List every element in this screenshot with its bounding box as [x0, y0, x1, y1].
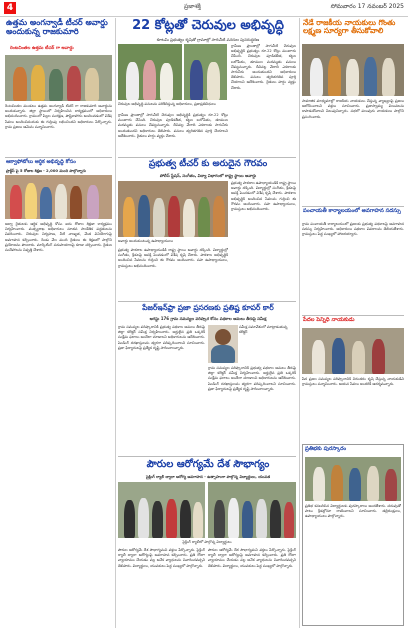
- center-body-4a: పౌరుల ఆరోగ్యమే దేశ సౌభాగ్యమని వక్తలు పేర్కొన్నారు. సైక్లింగ్ ర్యాలీ ద్వారా ఆరోగ్యంపై అవగాహన కల్పించారు. ప్రతి రోజూ వ్యాయామం చేయడం వల్ల అనేక వ్యాధులను నివారించవచ్చని తెలిపారు. విద్యార్థులు, యువకులు పెద్ద సంఖ్యలో పాల్గొన్నారు.: [118, 548, 205, 568]
- right-photo-2: [302, 328, 404, 374]
- column-divider: [115, 18, 116, 628]
- right-headline-3: పేదల పెన్నిధి నాయకుడు: [303, 317, 355, 323]
- page-number: 4: [4, 2, 16, 14]
- divider: [118, 301, 296, 302]
- center-headline-4: పౌరుల ఆరోగ్యమే దేశ సౌభాగ్యం: [146, 459, 270, 470]
- divider: [5, 157, 112, 158]
- center-caption-2: అవార్డు అందుకుంటున్న ఉపాధ్యాయులు: [118, 239, 173, 243]
- right-body-3: పేద ప్రజల సమస్యల పరిష్కారానికి నిరంతరం కృషి చేస్తున్న నాయకుడిని గ్రామస్తులు సన్మానించారు. ఆయన సేవలు అందరికీ ఆదర్శమన్నారు.: [302, 377, 404, 387]
- right-body-2: గ్రామ పంచాయతీ కార్యాలయంలో ప్రజలకు ప్రభుత్వ పథకాలపై అవగాహన సదస్సు నిర్వహించారు. అధికారులు పథకాల వివరాలను తెలియజేశారు. గ్రామస్తులు పెద్ద సంఖ్యలో హాజరయ్యారు.: [302, 222, 404, 237]
- center-body-3a: గ్రామ సమస్యల పరిష్కారానికి ప్రభుత్వ పథకాల అమలు తీరుపై జిల్లా కలెక్టర్ సమీక్ష నిర్వహించారు. అర్హులైన ప్రతి ఒక్కరికీ సంక్షేమ ఫలాలు అందేలా చూడాలని అధికారులను ఆదేశించారు. పెండింగ్ దరఖాస్తులను త్వరగా పరిష్కరించాలని సూచించారు. ప్రజా ఫిర్యాదులపై ప్రత్యేక దృష్టి సారించాలన్నారు.: [118, 325, 205, 350]
- center-headline-1: 22 కోట్లతో చెరువుల అభివృద్ధి: [132, 18, 284, 33]
- center-portrait: [208, 325, 238, 363]
- left-headline-1: ఉత్తమ అంగన్వాడీ టీచర్ అవార్డు అందుకున్న రాజకుమారి: [6, 18, 108, 36]
- left-photo-2: [5, 175, 112, 219]
- right-photo-1: [302, 44, 404, 96]
- divider: [118, 157, 296, 158]
- left-body-1: రెంటచింతల మండలం ఉత్తమ అంగన్వాడీ టీచర్ గా రాజకుమారి అవార్డును అందుకున్నారు. జిల్లా స్థాయిలో నిర్వహించిన కార్యక్రమంలో అధికారులు అభినందించారు. గ్రామంలో పిల్లల సంరక్షణ, పౌష్టికాహారం అందించడంలో విశేష సేవలు అందించినందుకు ఈ గుర్తింపు లభించిందని అధికారులు పేర్కొన్నారు. గ్రామ ప్రజలు ఆమెను సన్మానించారు.: [5, 104, 112, 129]
- left-subhead-2: ప్రాక్టీస్ పై 5 రోజుల శిక్షణ - 2,000 మంది పాల్గొన్నారు: [6, 168, 86, 173]
- center-headline-3: పేజర్‌ఇన్‌ఫ్రా ప్రజా ప్రసరణకు ప్రతిష్ట కూపర్ కార్: [142, 303, 274, 312]
- center-body-4b: పౌరుల ఆరోగ్యమే దేశ సౌభాగ్యమని వక్తలు పేర్కొన్నారు. సైక్లింగ్ ర్యాలీ ద్వారా ఆరోగ్యంపై అవగాహన కల్పించారు. ప్రతి రోజూ వ్యాయామం చేయడం వల్ల అనేక వ్యాధులను నివారించవచ్చని తెలిపారు. విద్యార్థులు, యువకులు పెద్ద సంఖ్యలో పాల్గొన్నారు.: [208, 548, 296, 568]
- center-caption-3: సమీక్ష సమావేశంలో మాట్లాడుతున్న కలెక్టర్: [239, 325, 288, 334]
- divider: [302, 206, 404, 207]
- issue-date: సోమవారం 17 నవంబర్ 2025: [330, 3, 404, 10]
- center-photo-3: [118, 181, 228, 237]
- center-photo-4: [118, 482, 205, 538]
- masthead: [0, 0, 408, 17]
- center-photo-2: [184, 44, 227, 100]
- right-body-4: ప్రతిభ కనబరిచిన విద్యార్థులకు పురస్కారాలు అందజేశారు. చదువుతో పాటు క్రీడల్లోనూ రాణించాలని సూచించారు. తల్లిదండ్రులు, ఉపాధ్యాయులు పాల్గొన్నారు.: [305, 504, 401, 519]
- left-subhead-1: రెంటచింతల ఉత్తమ టీచర్ గా అవార్డు: [10, 46, 74, 51]
- center-subhead-3: ఆగస్టు 176 గ్రామ సమస్యల పరిష్కార కోసం పథకాల అమలు తీరుపై సమీక్ష: [149, 316, 267, 321]
- right-photo-3: [305, 457, 401, 501]
- center-body-1a: గ్రామీణ ప్రాంతాల్లో సాగునీటి చెరువుల అభివృద్ధికి ప్రభుత్వం రూ.22 కోట్లు మంజూరు చేసింది. చెరువుల పూడికతీత, కట్టల బలోపేతం, తూముల మరమ్మతు పనులు చేపట్టనున్నారు. దీనివల్ల వేలాది ఎకరాలకు సాగునీరు అందుతుందని అధికారులు తెలిపారు. పనులు త్వరితగతిన పూర్తి చేయాలని ఆదేశించారు. రైతులు హర్షం వ్యక్తం చేశారు.: [118, 113, 228, 138]
- right-headline-4: ప్రతిభకు పురస్కారం: [305, 446, 347, 452]
- center-subhead-4: సైక్లింగ్ ర్యాలీ ద్వారా ఆరోగ్య అవగాహన - ఉత్సాహంగా పాల్గొన్న విద్యార్థులు, యువత: [145, 474, 271, 479]
- right-headline-2: పంచాయతీ కార్యాలయంలో అవగాహన సదస్సు: [303, 208, 401, 214]
- center-body-1b: గ్రామీణ ప్రాంతాల్లో సాగునీటి చెరువుల అభివృద్ధికి ప్రభుత్వం రూ.22 కోట్లు మంజూరు చేసింది. చెరువుల పూడికతీత, కట్టల బలోపేతం, తూముల మరమ్మతు పనులు చేపట్టనున్నారు. దీనివల్ల వేలాది ఎకరాలకు సాగునీరు అందుతుందని అధికారులు తెలిపారు. పనులు త్వరితగతిన పూర్తి చేయాలని ఆదేశించారు. రైతులు హర్షం వ్యక్తం చేశారు.: [231, 44, 296, 90]
- left-headline-2: ఆక్వాఫోటోలు ఆర్థిక అభివృద్ధి కోసం: [6, 159, 76, 165]
- brand-name: ప్రజాశక్తి: [184, 3, 201, 10]
- center-body-2a: ప్రభుత్వ పాఠశాల ఉపాధ్యాయుడికి రాష్ట్ర స్థాయి అవార్డు దక్కింది. విద్యార్థుల్లో సంగీతం, క్రీడలపై ఆసక్తి పెంచడంలో విశేష కృషి చేశారు. పాఠశాల అభివృద్ధికి అందించిన సేవలను గుర్తించి ఈ గౌరవం అందించారు. సహ ఉపాధ్యాయులు, గ్రామస్తులు అభినందించారు.: [118, 248, 228, 268]
- right-boxed-story: [302, 444, 404, 626]
- center-caption-4: సైక్లింగ్ ర్యాలీలో పాల్గొన్న విద్యార్థులు: [182, 540, 232, 544]
- right-body-1: సామాజిక మాధ్యమాల్లో రాజకీయ నాయకులు చేస్తున్న వ్యాఖ్యలపై ప్రజలు ఆలోచించాలని వక్తలు సూచించారు. ప్రజాస్వామ్య విలువలను కాపాడుకోవాలని పిలుపునిచ్చారు. సభలో పలువురు నాయకులు పాల్గొని ప్రసంగించారు.: [302, 99, 404, 119]
- center-caption-1: చెరువుల అభివృద్ధి పనులను పరిశీలిస్తున్న అధికారులు, ప్రజాప్రతినిధులు: [118, 102, 216, 106]
- divider: [302, 315, 404, 316]
- center-body-2b: ప్రభుత్వ పాఠశాల ఉపాధ్యాయుడికి రాష్ట్ర స్థాయి అవార్డు దక్కింది. విద్యార్థుల్లో సంగీతం, క్రీడలపై ఆసక్తి పెంచడంలో విశేష కృషి చేశారు. పాఠశాల అభివృద్ధికి అందించిన సేవలను గుర్తించి ఈ గౌరవం అందించారు. సహ ఉపాధ్యాయులు, గ్రామస్తులు అభినందించారు.: [231, 181, 296, 212]
- center-subhead-2: పోలీస్ స్టేషన్, సంగీతం, విద్యా విభాగంలో రాష్ట్ర స్థాయి అవార్డు: [159, 173, 257, 178]
- column-divider: [299, 18, 300, 628]
- divider: [118, 456, 296, 457]
- center-photo-1: [118, 44, 182, 100]
- center-subhead-1: కూటమి ప్రభుత్వం కృషితో గ్రామాల్లో సాగునీటి వనరుల పునరుద్ధరణ: [156, 37, 260, 42]
- center-body-3b: గ్రామ సమస్యల పరిష్కారానికి ప్రభుత్వ పథకాల అమలు తీరుపై జిల్లా కలెక్టర్ సమీక్ష నిర్వహించారు. అర్హులైన ప్రతి ఒక్కరికీ సంక్షేమ ఫలాలు అందేలా చూడాలని అధికారులను ఆదేశించారు. పెండింగ్ దరఖాస్తులను త్వరగా పరిష్కరించాలని సూచించారు. ప్రజా ఫిర్యాదులపై ప్రత్యేక దృష్టి సారించాలన్నారు.: [208, 366, 296, 391]
- left-body-2: ఆక్వా రైతులకు ఆర్థిక అభివృద్ధి కోసం ఐదు రోజుల శిక్షణా కార్యక్రమం నిర్వహించారు. మత్స్యశాఖ అధికారులు నూతన సాంకేతిక పద్ధతులను వివరించారు. చెరువుల నిర్వహణ, నీటి నాణ్యత, మేత వినియోగంపై అవగాహన కల్పించారు. రెండు వేల మంది రైతులు ఈ శిక్షణలో పాల్గొని ప్రయోజనం పొందారు. మార్కెటింగ్ సదుపాయాలపై కూడా చర్చించారు. రైతుల సందేహాలను నివృత్తి చేశారు.: [5, 222, 112, 253]
- right-headline-1: నేడే రాజకీయ నాయకులు గొంతు లక్ష్మణ సూర్యగా తీసుకోవాలి: [303, 18, 396, 36]
- center-headline-2: ప్రభుత్వ టీచర్ కు అరుదైన గౌరవం: [148, 159, 268, 169]
- center-photo-5: [208, 482, 296, 538]
- left-photo-1: [5, 55, 112, 101]
